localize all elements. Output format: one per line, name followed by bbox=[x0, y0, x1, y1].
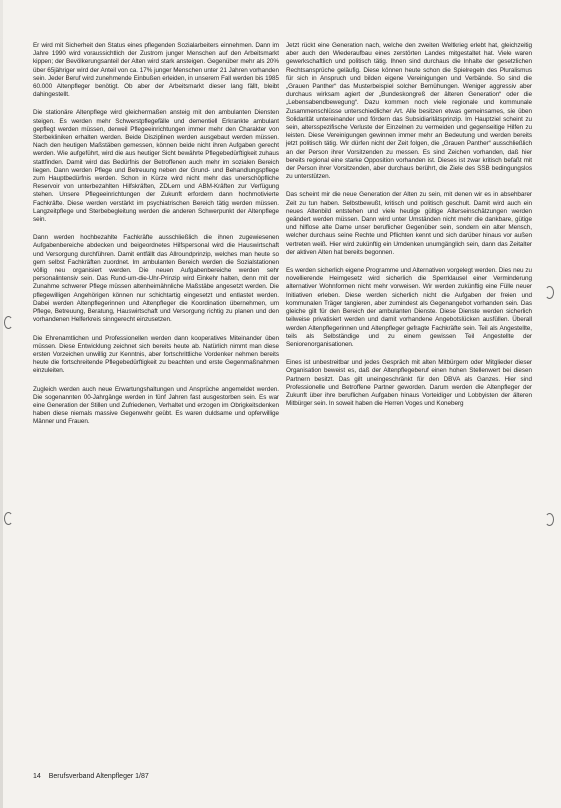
page-number: 14 bbox=[33, 773, 41, 780]
punch-hole-mark bbox=[545, 513, 554, 526]
paragraph: Die Ehrenamtlichen und Professionellen werden dann kooperatives Miteinander üben müssen. Diese Entwicklung zeichnet sich bereits heute ab. Natürlich nimmt man diese ersten Vorzeichen unwillig zur Kenntnis, aber fortschrittliche Vordenker nehmen bereits heute die fortschreitende Pflegebedürftigkeit zu beachten und erste Gegenmaßnahmen einzuleiten. bbox=[33, 334, 279, 375]
right-column bbox=[286, 42, 532, 418]
page-footer bbox=[33, 773, 155, 780]
punch-hole-mark bbox=[4, 316, 13, 329]
paragraph: Dann werden hochbezahlte Fachkräfte ausschließlich die ihnen zugewiesenen Aufgabenbereiche abdecken und beigeordnetes Hilfspersonal wird die Hauswirtschaft und Versorgung durchführen. Damit entfällt das Allroundprinzip, welches man heute so gern selbst Fachkräften zuordnet. Im ambulanten Bereich werden die Sozialstationen völlig neu organisiert werden. Die neuen Aufgabenbereiche werden sehr personalintensiv sein. Das Rund-um-die-Uhr-Prinzip wird Einkehr halten, denn mit der Zunahme schwerer Pflege müssen altenheimähnliche Maßstäbe angesetzt werden. Die pflegewilligen Angehörigen können nur schichtartig eingesetzt und entlastet werden. Dabei werden Altenpflegerinnen und Altenpfleger die Koordination übernehmen, um Pflege, Betreuung, Beratung, Hauswirtschaft und Versorgung richtig zu planen und den vorhandenen Helferkreis sinngerecht einzusetzen. bbox=[33, 234, 279, 324]
paragraph: Das scheint mir die neue Generation der Alten zu sein, mit denen wir es in absehbarer Zeit zu tun haben. Selbstbewußt, kritisch und politisch geschult. Damit wird auch ein neues Altenbild entstehen und viele heutige gültige Alterseinschätzungen werden geändert werden müssen. Dann wird unter Umständen nicht mehr die dankbare, gütige und hilflose alte Dame unser beruflicher Gegenüber sein, sondern ein alter Mensch, welcher durchaus seine Rechte und Pflichten kennt und sich darüber hinaus vor außen vertreten weiß. Hier wird zukünftig ein Umdenken unumgänglich sein, dann das Zeitalter der aktiven Alten hat bereits begonnen. bbox=[286, 191, 532, 256]
scan-edge bbox=[0, 0, 3, 808]
left-column bbox=[33, 42, 279, 427]
publication-name: Berufsverband Altenpfleger 1/87 bbox=[48, 773, 149, 780]
paragraph: Es werden sicherlich eigene Programme und Alternativen vorgelegt werden. Dies neu zu novellierende Heimgesetz wird sicherlich die Sperrklausel einer Verminderung alternativer Wohnformen nicht mehr vorweisen. Wir werden zukünftig eine Fülle neuer Initiativen erleben. Diese werden sicherlich nicht die Aufgaben der freien und kommunalen Träger tangieren, aber zumindest als Gegenangebot vorhanden sein. Das gleiche gilt für den Bereich der ambulanten Dienste. Diese Dienste werden sicherlich teilweise privatisiert werden und damit vorhandene Angebotslücken ausfüllen. Überall werden Altenpflegerinnen und Altenpfleger gefragte Fachkräfte sein. Teil als Angestellte, teils als Selbständige und zu einem gewissen Teil Angestellte der Seniorenorganisationen. bbox=[286, 267, 532, 348]
paragraph: Jetzt rückt eine Generation nach, welche den zweiten Weltkrieg erlebt hat, gleichzeitig aber auch den Wiederaufbau eines zerstörten Landes mitgestaltet hat. Viele waren gewerkschaftlich und politisch tätig. Ihnen sind durchaus die Inhalte der gesetzlichen Rechtsansprüche geläufig. Diese können heute schon die Spielregeln des Pluralismus für sich in Anspruch und bilden eigene Vereinigungen und Verbände. So sind die „Grauen Panther“ das Musterbeispiel solcher Bemühungen. Weniger aggressiv aber durchaus wirksam agiert der „Bundeskongreß der älteren Generation“ oder die „Lebensabendbewegung“. Dazu kommen noch viele regionale und kommunale Zusammenschlüsse unterschiedlicher Art. Alle besitzen etwas gemeinsames, sie üben Solidarität untereinander und fördern das Subsidiaritätsprinzip. Im Hauptziel scheint zu sein, altersspezifische Verluste der Einzelnen zu vermeiden und gegenseitige Hilfen zu leisten. Diese Vereinigungen gewinnen immer mehr an Bedeutung und werden bereits jetzt politisch tätig. Wir dürfen nicht der Zeit folgen, die „Grauen Panther“ ausschließlich an der Person ihrer Vorsitzenden zu messen. Es sind Zeichen vorhanden, daß hier bereits regional eine starke Opposition vorhanden ist. Dieses ist zwar kritisch befaßt mit der Person ihrer Vorsitzenden, aber durchaus berührt, die Ziele des SSB bedingungslos zu unterstützen. bbox=[286, 42, 532, 181]
paragraph: Eines ist unbestreitbar und jedes Gespräch mit alten Mitbürgern oder Mitglieder dieser Organisation beweist es, daß der Altenpflegeberuf einen hohen Stellenwert bei diesen Partnern besitzt. Das gilt uneingeschränkt für den DBVA als Ganzes. Hier sind Professionelle und Betroffene Partner geworden. Darum werden die Altenpfleger der Zukunft über ihre beruflichen Aufgaben hinaus Vorteidiger und Lobbyisten der älteren Mitbürger sein. In soweit haben die Herren Voges und Koneberg bbox=[286, 359, 532, 408]
punch-hole-mark bbox=[545, 286, 554, 299]
punch-hole-mark bbox=[4, 512, 13, 525]
paragraph: Er wird mit Sicherheit den Status eines pflegenden Sozialarbeiters einnehmen. Dann im Jahre 1990 wird voraussichtlich der Zustrom junger Menschen auf den Arbeitsmarkt kippen; der Bevölkerungsanteil der Alten wird stark ansteigen. Gegenüber mehr als 20% über 65jähriger wird der Anteil von ca. 17% junger Menschen unter 21 Jahren vorhanden sein. Jeder Beruf wird zunehmende Einbußen erleiden, in unserem Fall werden bis 1985 60.000 Altenpfleger benötigt. Ob aber der Arbeitsmarkt dieser lang fällt, bleibt dahingestellt. bbox=[33, 42, 279, 99]
paragraph: Die stationäre Altenpflege wird gleichermaßen ansteig mit den ambulanten Diensten steigen. Es werden mehr Schwerstpflegefälle und dementiell Erkrankte ambulant gepflegt werden müssen, derweil Pflegeeinrichtungen immer mehr den Charakter von Sterbekliniken erhalten werden. Beide Disziplinen werden ausgebaut werden müssen. Nach den heutigen Maßstäben gemessen, können beide nicht ihren Aufgaben gerecht werden. Wie aufgeführt, wird die aus heutiger Sicht bewährte Pflegebedürftigkeit zuhaus stattfinden. Damit wird das Bedürfnis der Betroffenen auch mehr im sozialen Bereich liegen. Dann werden Pflege und Betreuung neben der Grund- und Behandlungspflege zum Hauptbedürfnis werden. Schon in Kürze wird nicht mehr das unerschöpfliche Reservoir von unterbezahlten Hilfskräften, ZDLern und ABM-Kräften zur Verfügung stehen. Unsere Pflegeeinrichtungen der Zukunft erfordern dann hochmotivierte Fachkräfte. Diese werden verstärkt im psychiatrischen Bereich tätig werden müssen. Langzeitpflege und Sterbebegleitung werden die anderen Schwerpunkt der Altenpflege sein. bbox=[33, 109, 279, 224]
paragraph: Zugleich werden auch neue Erwartungshaltungen und Ansprüche angemeldet werden. Die sogenannten 00-Jahrgänge werden in fünf Jahren fast ausgestorben sein. Es war eine Generation der Stillen und Zufriedenen, Verhaltet und erzogen im Obrigkeitsdenken haben diese niemals massive Gegenwehr geübt. Es waren duldsame und opferwillige Männer und Frauen. bbox=[33, 385, 279, 426]
